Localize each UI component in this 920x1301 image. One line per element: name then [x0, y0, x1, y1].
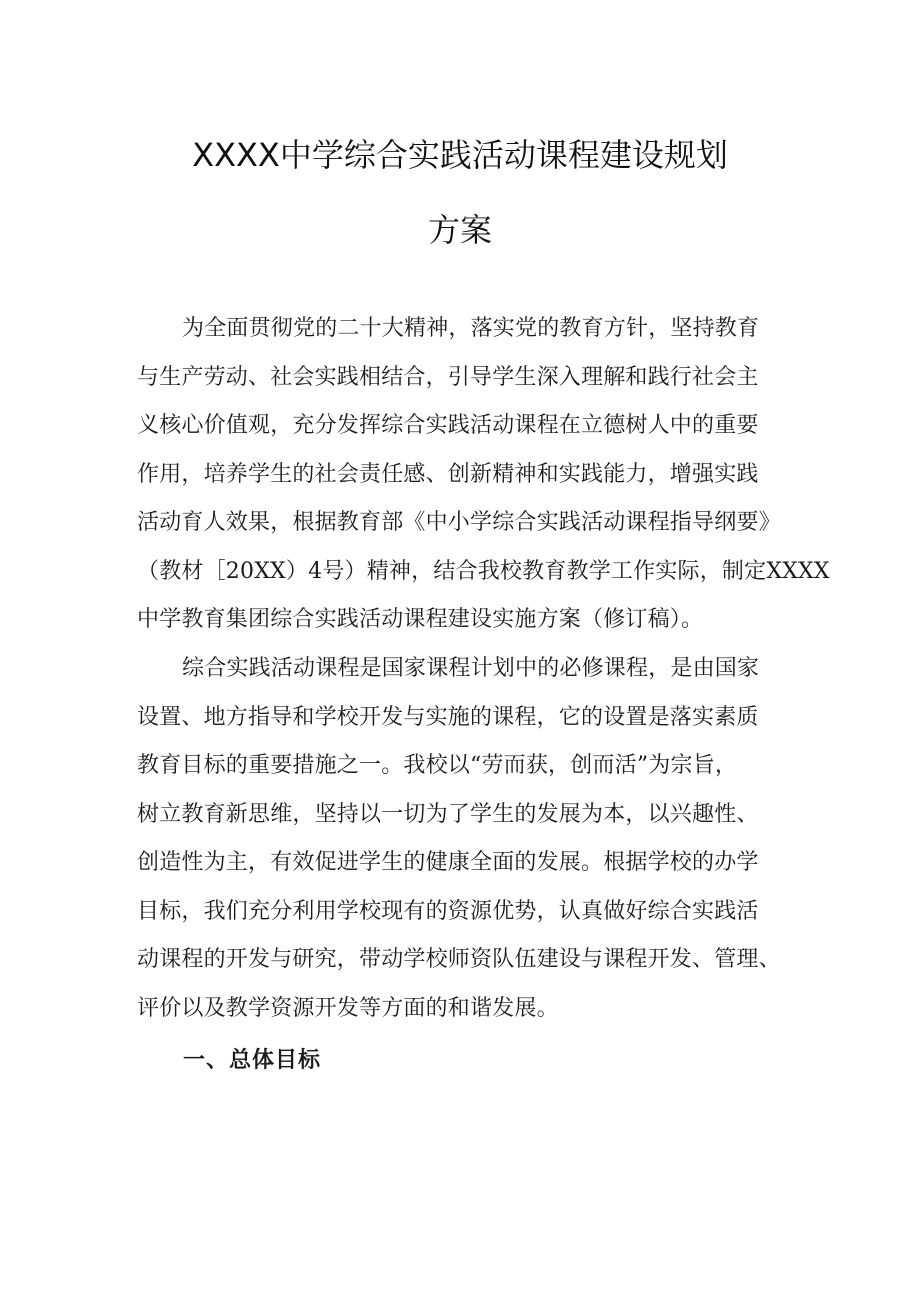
paragraph-line: 为全面贯彻党的二十大精神，落实党的教育方针，坚持教育: [182, 316, 760, 341]
paragraph-line: 设置、地方指导和学校开发与实施的课程，它的设置是落实素质: [137, 704, 759, 730]
paragraph-line: （教材［20XX）4号）精神，结合我校教育教学工作实际，制定XXXX: [137, 558, 830, 584]
paragraph-line: 树立教育新思维，坚持以一切为了学生的发展为本，以兴趣性、: [137, 801, 759, 827]
section-heading-overall-goals: 一、总体目标: [183, 1048, 322, 1073]
paragraph-line: 动课程的开发与研究，带动学校师资队伍建设与课程开发、管理、: [137, 947, 781, 972]
paragraph-line: 教育目标的重要措施之一。我校以“劳而获，创而活”为宗旨，: [137, 753, 738, 778]
paragraph-course-description: [137, 645, 797, 1033]
paragraph-line: 与生产劳动、社会实践相结合，引导学生深入理解和践行社会主: [137, 364, 759, 390]
paragraph-line: 综合实践活动课程是国家课程计划中的必修课程，是由国家: [182, 656, 760, 681]
paragraph-line: 目标，我们充分利用学校现有的资源优势，认真做好综合实践活: [137, 898, 759, 924]
paragraph-line: 评价以及教学资源开发等方面的和谐发展。: [137, 995, 559, 1021]
paragraph-line: 义核心价值观，充分发挥综合实践活动课程在立德树人中的重要: [137, 413, 759, 438]
paragraph-intro: [137, 305, 830, 645]
document-title-line-1: XXXX中学综合实践活动课程建设规划: [192, 136, 728, 174]
paragraph-line: 作用，培养学生的社会责任感、创新精神和实践能力，增强实践: [137, 461, 759, 487]
paragraph-line: 创造性为主，有效促进学生的健康全面的发展。根据学校的办学: [137, 850, 759, 875]
paragraph-line: 活动育人效果，根据教育部《中小学综合实践活动课程指导纲要》: [137, 510, 781, 535]
document-title-line-2: 方案: [427, 211, 492, 249]
paragraph-line: 中学教育集团综合实践活动课程建设实施方案（修订稿）。: [137, 607, 704, 632]
